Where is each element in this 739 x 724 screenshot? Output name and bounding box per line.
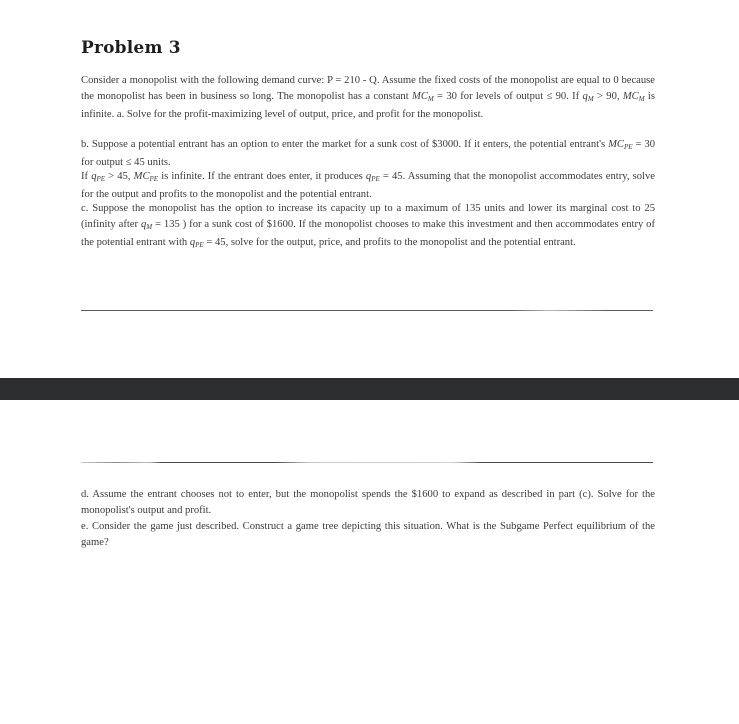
horizontal-rule (81, 462, 653, 463)
math-mc: MC (608, 139, 624, 150)
text-span: If (81, 171, 92, 182)
math-sub: M (427, 95, 434, 103)
math-sub: PE (195, 241, 204, 249)
problem-intro-paragraph (81, 73, 655, 123)
math-q: q (365, 171, 372, 182)
part-b-paragraph (81, 137, 655, 171)
math-mc: MC (133, 171, 150, 182)
math-q: q (91, 171, 97, 182)
text-span: c. Suppose the monopolist has the option to increase its capacity up to a maximum of 135 units and lower its marginal cost to 25 (infinity after (81, 203, 655, 230)
math-mc: MC (412, 91, 428, 102)
math-q: q (189, 237, 196, 248)
math-sub: PE (623, 143, 633, 151)
text-span: = 30 for output ≤ 45 units. (81, 139, 656, 168)
horizontal-rule (81, 310, 653, 311)
parts-d-e-paragraph (81, 487, 655, 551)
math-sub: PE (371, 175, 380, 183)
math-q: q (582, 91, 588, 102)
math-sub: M (638, 95, 645, 103)
text-span: = 30 for levels of output ≤ 90. If (433, 91, 583, 102)
part-b-continued-paragraph (81, 169, 655, 203)
math-sub: M (587, 95, 594, 103)
math-sub: M (146, 223, 153, 231)
text-span: b. Suppose a potential entrant has an option to enter the market for a sunk cost of $3000. If it enters, the potential entrant's (81, 139, 609, 150)
text-span: = 45, solve for the output, price, and profits to the monopolist and the potential entrant. (203, 237, 576, 248)
text-span: > 45, (105, 171, 134, 182)
part-d-text: d. Assume the entrant chooses not to enter, but the monopolist spends the $1600 to expand as described in part (c). Solve for the monopolist's output and profit. (81, 489, 655, 516)
math-sub: PE (96, 175, 106, 183)
text-span: is infinite. a. Solve for the profit-maximizing level of output, price, and profit for the monopolist. (81, 91, 655, 120)
math-mc: MC (622, 91, 639, 102)
text-span: = 135 ) for a sunk cost of $1600. If the monopolist chooses to make this investment and then accommodates entry of the potential entrant with (81, 219, 656, 248)
text-span: is infinite. If the entrant does enter, it produces (158, 171, 366, 182)
text-span: = 45. Assuming that the monopolist accommodates entry, solve for the output and profits to the monopolist and the potential entrant. (81, 171, 655, 200)
problem-title: Problem 3 (81, 38, 181, 58)
part-c-paragraph (81, 201, 655, 253)
math-sub: PE (149, 175, 159, 183)
text-span: > 90, (593, 91, 623, 102)
page-separator-band (0, 378, 739, 400)
math-q: q (140, 219, 147, 230)
text-span: Consider a monopolist with the following demand curve: P = 210 - Q. Assume the fixed costs of the monopolist are equal to 0 because the monopolist has been in business so long. The monopolist has a constant (81, 75, 655, 102)
part-e-text: e. Consider the game just described. Construct a game tree depicting this situation. What is the Subgame Perfect equilibrium of the game? (81, 521, 655, 548)
